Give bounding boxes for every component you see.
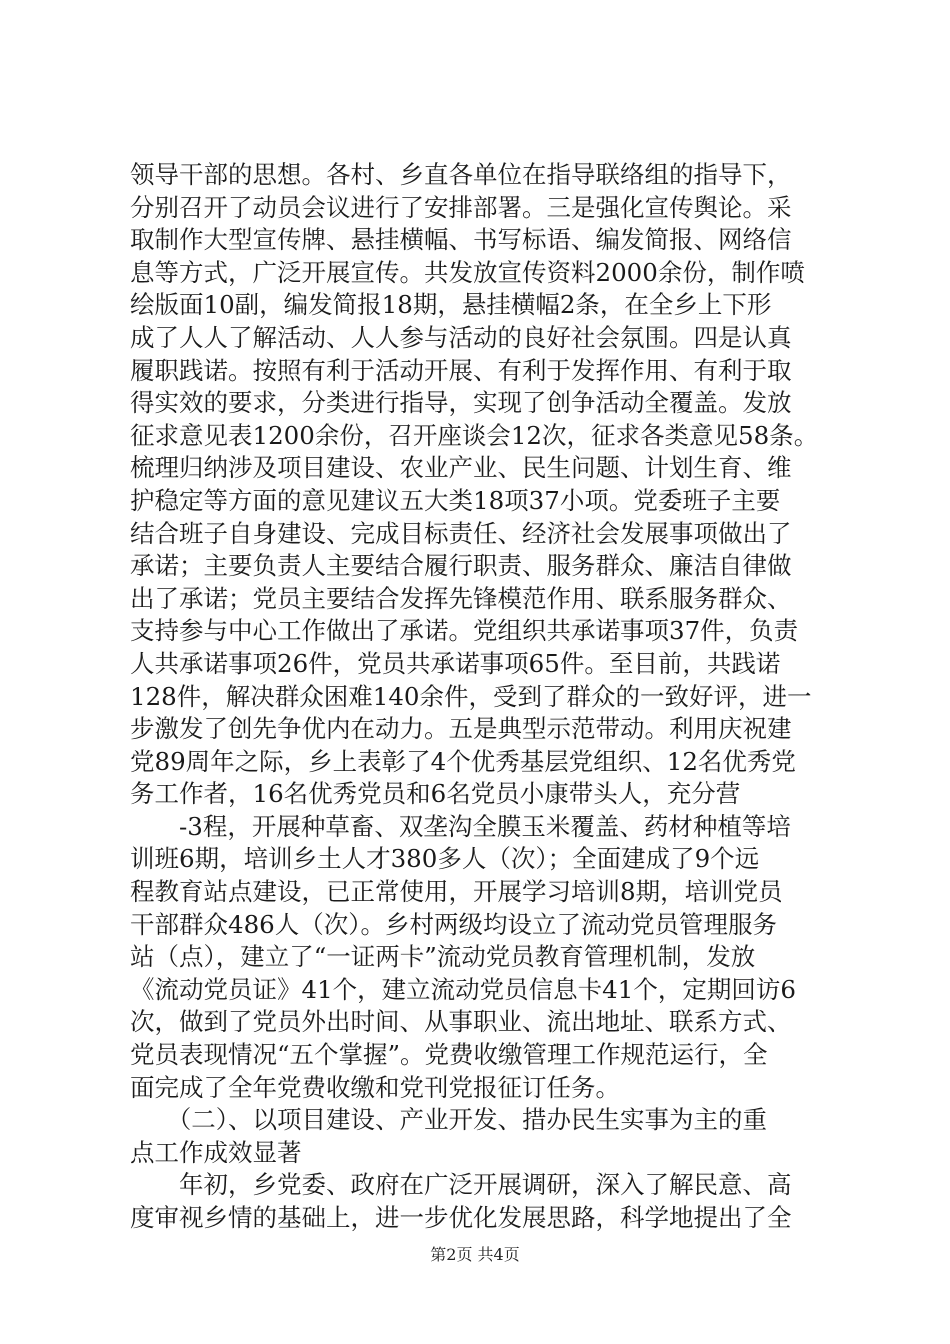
text-line: 结合班子自身建设、完成目标责任、经济社会发展事项做出了 (130, 518, 792, 548)
text-line: 点工作成效显著 (130, 1137, 302, 1167)
text-line: 息等方式，广泛开展宣传。共发放宣传资料2000余份，制作喷 (130, 257, 805, 287)
text-line: 次，做到了党员外出时间、从事职业、流出地址、联系方式、 (130, 1007, 792, 1037)
text-line: 履职践诺。按照有利于活动开展、有利于发挥作用、有利于取 (130, 355, 792, 385)
text-line: -3程，开展种草畜、双垄沟全膜玉米覆盖、药材种植等培 (130, 811, 791, 841)
text-line: 党员表现情况“五个掌握”。党费收缴管理工作规范运行，全 (130, 1040, 768, 1070)
text-line: 党89周年之际，乡上表彰了4个优秀基层党组织、12名优秀党 (130, 746, 796, 776)
text-line: 干部群众486人（次）。乡村两级均设立了流动党员管理服务 (130, 909, 778, 939)
text-line: 人共承诺事项26件，党员共承诺事项65件。至目前，共践诺 (130, 648, 781, 678)
text-line: 《流动党员证》41个，建立流动党员信息卡41个，定期回访6 (130, 974, 796, 1004)
text-line: 年初，乡党委、政府在广泛开展调研，深入了解民意、高 (130, 1170, 792, 1200)
body-text (130, 159, 830, 1235)
text-line: 支持参与中心工作做出了承诺。党组织共承诺事项37件，负责 (130, 616, 799, 646)
text-line: 分别召开了动员会议进行了安排部署。三是强化宣传舆论。采 (130, 192, 792, 222)
text-line: 承诺；主要负责人主要结合履行职责、服务群众、廉洁自律做 (130, 551, 792, 581)
text-line: 度审视乡情的基础上，进一步优化发展思路，科学地提出了全 (130, 1203, 792, 1232)
text-line: 步激发了创先争优内在动力。五是典型示范带动。利用庆祝建 (130, 714, 792, 744)
text-line: 征求意见表1200余份，召开座谈会12次，征求各类意见58条。 (130, 420, 819, 450)
text-line: 128件，解决群众困难140余件，受到了群众的一致好评，进一 (130, 681, 812, 711)
text-line: 绘版面10副，编发简报18期，悬挂横幅2条，在全乡上下形 (130, 290, 772, 320)
text-line: 成了人人了解活动、人人参与活动的良好社会氛围。四是认真 (130, 322, 792, 352)
text-line: 务工作者，16名优秀党员和6名党员小康带头人，充分营 (130, 779, 741, 809)
text-line: 取制作大型宣传牌、悬挂横幅、书写标语、编发简报、网络信 (130, 225, 792, 255)
text-line: 程教育站点建设，已正常使用，开展学习培训8期，培训党员 (130, 877, 783, 907)
page-footer: 第2页 共4页 (430, 1245, 520, 1264)
text-line: 面完成了全年党费收缴和党刊党报征订任务。 (130, 1072, 620, 1102)
text-line: 梳理归纳涉及项目建设、农业产业、民生问题、计划生育、维 (130, 453, 792, 483)
text-line: 得实效的要求，分类进行指导，实现了创争活动全覆盖。发放 (130, 388, 792, 418)
text-line: 站（点），建立了“一证两卡”流动党员教育管理机制，发放 (130, 942, 756, 972)
text-line: （二）、以项目建设、产业开发、措办民生实事为主的重 (130, 1105, 767, 1135)
text-line: 出了承诺；党员主要结合发挥先锋模范作用、联系服务群众、 (130, 583, 792, 613)
text-line: 训班6期，培训乡土人才380多人（次）；全面建成了9个远 (130, 844, 760, 874)
text-line: 护稳定等方面的意见建议五大类18项37小项。党委班子主要 (130, 485, 781, 515)
text-line: 领导干部的思想。各村、乡直各单位在指导联络组的指导下， (130, 160, 792, 189)
